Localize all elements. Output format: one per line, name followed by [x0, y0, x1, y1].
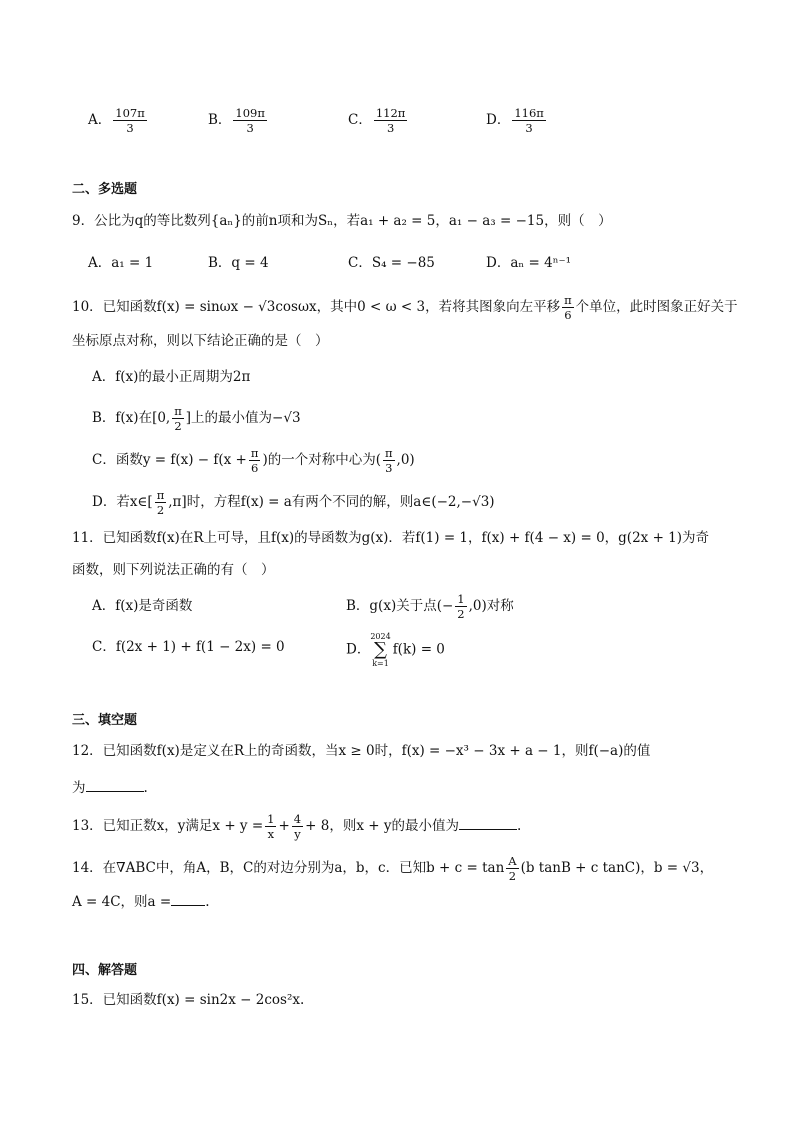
q10-option-c: C．函数y = f(x) − f(x + $\frac{\pi}{6}$ )的一个对称中心为( $\frac{\pi}{3}$ ,0): [92, 446, 415, 475]
q9-option-a: A．a₁ = 1: [88, 255, 154, 271]
q11-option-b: B．g(x)关于点(− $\frac{1}{2}$ ,0)对称: [346, 592, 514, 621]
question-14-stem-line2: A = 4C，则a = .: [72, 894, 210, 910]
section-heading-solutions: 四、解答题: [72, 963, 138, 978]
q9-option-c: C．S₄ = −85: [348, 255, 435, 271]
question-9-stem: 9．公比为q的等比数列{aₙ}的前n项和为Sₙ，若a₁ + a₂ = 5，a₁ − a₃ = −15，则（ ）: [72, 213, 612, 229]
question-14-stem: 14．在∇ABC中，角A，B，C的对边分别为a，b，c．已知b + c = tan $\frac{A}{2}$ (b tanB + c tanC)，b = √3，: [72, 854, 714, 883]
question-12-stem-line2: 为 .: [72, 780, 148, 796]
q11-option-c: C．f(2x + 1) + f(1 − 2x) = 0: [92, 639, 285, 655]
q10-option-b: B．f(x)在[0, $\frac{\pi}{2}$ ]上的最小值为−√3: [92, 404, 301, 433]
q11-option-a: A．f(x)是奇函数: [92, 598, 193, 614]
q8-option-d: D． $\frac{116\pi}{3}$: [486, 106, 544, 135]
section-heading-multiple-choice: 二、多选题: [72, 182, 138, 197]
q8-option-a: A． $\frac{107\pi}{3}$: [88, 106, 145, 135]
q10-option-a: A．f(x)的最小正周期为2π: [92, 369, 251, 385]
question-11-stem: 11．已知函数f(x)在R上可导，且f(x)的导函数为g(x)．若f(1) = 1，f(x) + f(4 − x) = 0，g(2x + 1)为奇: [72, 530, 710, 546]
q8-option-b: B． $\frac{109\pi}{3}$: [208, 106, 265, 135]
question-11-stem-line2: 函数，则下列说法正确的有（ ）: [72, 562, 275, 578]
question-15-stem: 15．已知函数f(x) = sin2x − 2cos²x.: [72, 992, 305, 1008]
answer-blank: [171, 893, 205, 906]
q10-option-d: D．若x∈[ $\frac{\pi}{2}$ ,π]时，方程f(x) = a有两个不同的解，则a∈(−2,−√3): [92, 488, 495, 517]
question-10-stem: 10．已知函数f(x) = sinωx − √3cosωx，其中0 < ω < 3，若将其图象向左平移 $\frac{\pi}{6}$ 个单位，此时图象正好关于: [72, 293, 738, 322]
question-12-stem: 12．已知函数f(x)是定义在R上的奇函数，当x ≥ 0时，f(x) = −x³ − 3x + a − 1，则f(−a)的值: [72, 743, 651, 759]
q11-option-d: D． 2024 ∑ k=1 f(k) = 0: [346, 632, 445, 668]
answer-blank: [86, 779, 144, 792]
section-heading-fill-in: 三、填空题: [72, 713, 138, 728]
q9-option-d: D．aₙ = 4ⁿ⁻¹: [486, 255, 572, 271]
question-10-stem-line2: 坐标原点对称，则以下结论正确的是（ ）: [72, 333, 329, 349]
question-13-stem: 13．已知正数x，y满足x + y = $\frac{1}{x}$ + $\frac{4}{y}$ + 8，则x + y的最小值为 .: [72, 812, 522, 841]
q8-option-c: C． $\frac{112\pi}{3}$: [348, 106, 406, 135]
summation-symbol: 2024 ∑ k=1: [370, 632, 391, 668]
q9-option-b: B．q = 4: [208, 255, 269, 271]
answer-blank: [459, 817, 517, 830]
